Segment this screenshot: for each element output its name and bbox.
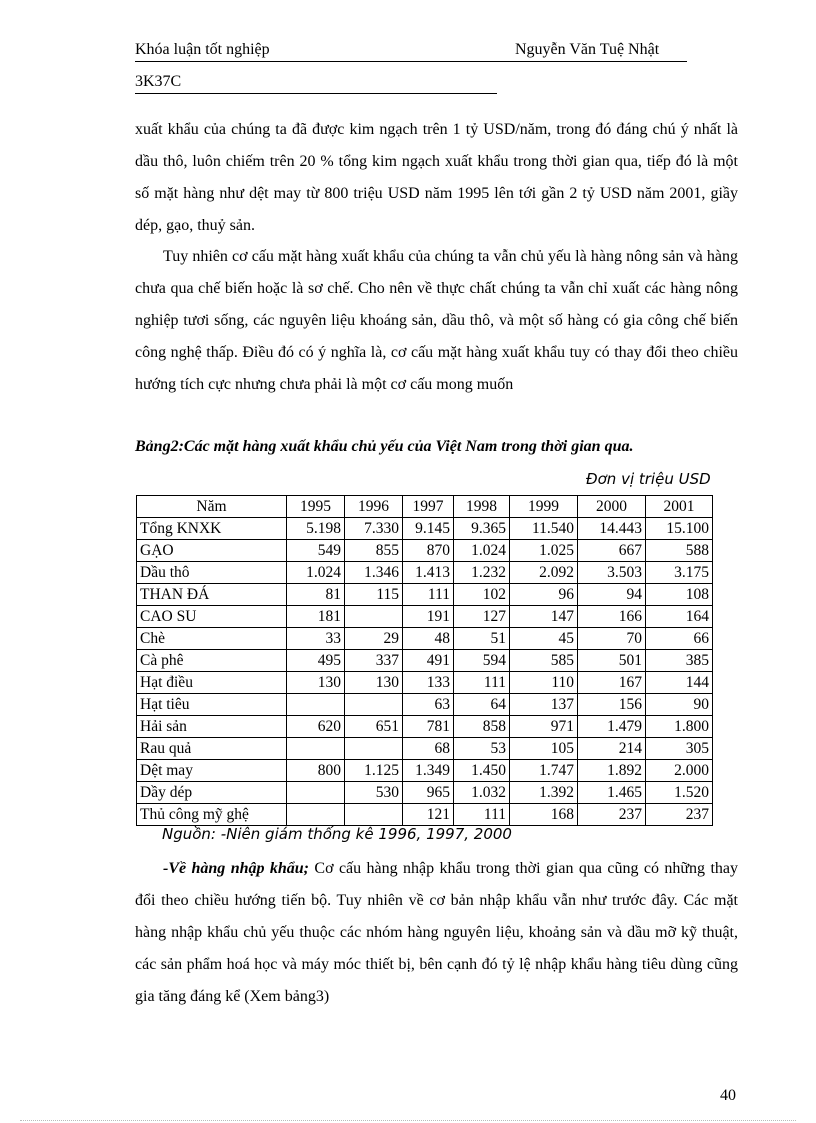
table-row: [137, 760, 713, 782]
value-cell: 15.100: [646, 518, 713, 540]
value-cell: 495: [287, 650, 345, 672]
value-cell: 164: [646, 606, 713, 628]
header-cell: 1997: [403, 496, 454, 518]
export-table: [136, 495, 713, 826]
table-body: [137, 518, 713, 826]
value-cell: 111: [454, 672, 510, 694]
value-cell: [345, 694, 403, 716]
value-cell: 94: [578, 584, 646, 606]
value-cell: 971: [510, 716, 578, 738]
value-cell: 53: [454, 738, 510, 760]
value-cell: [345, 738, 403, 760]
paragraph-3-lead: -Về hàng nhập khẩu;: [163, 860, 310, 877]
header-cell: 1996: [345, 496, 403, 518]
value-cell: 1.392: [510, 782, 578, 804]
header-cell: 1995: [287, 496, 345, 518]
row-label-cell: Dầy dép: [137, 782, 287, 804]
value-cell: 14.443: [578, 518, 646, 540]
value-cell: 130: [287, 672, 345, 694]
value-cell: 214: [578, 738, 646, 760]
value-cell: [345, 804, 403, 826]
row-label-cell: THAN ĐÁ: [137, 584, 287, 606]
row-label-cell: Hạt tiêu: [137, 694, 287, 716]
value-cell: 620: [287, 716, 345, 738]
value-cell: 29: [345, 628, 403, 650]
header-cell-year: Năm: [137, 496, 287, 518]
value-cell: 144: [646, 672, 713, 694]
value-cell: 191: [403, 606, 454, 628]
table-row: [137, 804, 713, 826]
value-cell: 168: [510, 804, 578, 826]
value-cell: 2.000: [646, 760, 713, 782]
header-cell: 2001: [646, 496, 713, 518]
value-cell: 81: [287, 584, 345, 606]
value-cell: 166: [578, 606, 646, 628]
value-cell: 63: [403, 694, 454, 716]
value-cell: 127: [454, 606, 510, 628]
value-cell: 105: [510, 738, 578, 760]
row-label-cell: Dầu thô: [137, 562, 287, 584]
table-row: [137, 782, 713, 804]
value-cell: 237: [646, 804, 713, 826]
row-label-cell: Hải sản: [137, 716, 287, 738]
table-row: [137, 518, 713, 540]
value-cell: 51: [454, 628, 510, 650]
table-row: [137, 672, 713, 694]
value-cell: 594: [454, 650, 510, 672]
header-cell: 1999: [510, 496, 578, 518]
table-row: [137, 628, 713, 650]
value-cell: 1.032: [454, 782, 510, 804]
value-cell: 5.198: [287, 518, 345, 540]
value-cell: 585: [510, 650, 578, 672]
value-cell: 1.800: [646, 716, 713, 738]
value-cell: 855: [345, 540, 403, 562]
value-cell: 147: [510, 606, 578, 628]
value-cell: 7.330: [345, 518, 403, 540]
value-cell: 133: [403, 672, 454, 694]
value-cell: 3.503: [578, 562, 646, 584]
value-cell: [287, 738, 345, 760]
table-row: [137, 562, 713, 584]
table-row: [137, 694, 713, 716]
value-cell: 130: [345, 672, 403, 694]
value-cell: 530: [345, 782, 403, 804]
table-row: [137, 650, 713, 672]
value-cell: 90: [646, 694, 713, 716]
paragraph-2: Tuy nhiên cơ cấu mặt hàng xuất khẩu của chúng ta vẫn chủ yếu là hàng nông sản và hàng chưa qua chế biến hoặc là sơ chế. Cho nên về thực chất chúng ta vẫn chỉ xuất các hàng nông nghiệp tươi sống, các nguyên liệu khoáng sản, dầu thô, và một số hàng có gia công chế biến công nghệ thấp. Điều đó có ý nghĩa là, cơ cấu mặt hàng xuất khẩu tuy có thay đổi theo chiều hướng tích cực nhưng chưa phải là một cơ cấu mong muốn: [135, 248, 738, 393]
value-cell: 549: [287, 540, 345, 562]
value-cell: 305: [646, 738, 713, 760]
row-label-cell: Dệt may: [137, 760, 287, 782]
value-cell: 1.232: [454, 562, 510, 584]
value-cell: 9.145: [403, 518, 454, 540]
row-label-cell: GẠO: [137, 540, 287, 562]
row-label-cell: Cà phê: [137, 650, 287, 672]
row-label-cell: Rau quả: [137, 738, 287, 760]
page-bottom-divider: [20, 1120, 796, 1121]
value-cell: [287, 694, 345, 716]
value-cell: 1.450: [454, 760, 510, 782]
value-cell: 3.175: [646, 562, 713, 584]
value-cell: 651: [345, 716, 403, 738]
value-cell: 588: [646, 540, 713, 562]
value-cell: 102: [454, 584, 510, 606]
paragraph-3: [135, 853, 738, 1013]
paragraph-3-body: Cơ cấu hàng nhập khẩu trong thời gian qua cũng có những thay đổi theo chiều hướng tiến bộ. Tuy nhiên về cơ bản nhập khẩu vẫn như trước đây. Các mặt hàng nhập khẩu chủ yếu thuộc các nhóm hàng nguyên liệu, khoảng sản và dầu mỡ kỹ thuật, các sản phẩm hoá học và máy móc thiết bị, bên cạnh đó tỷ lệ nhập khẩu hàng tiêu dùng cũng gia tăng đáng kể (Xem bảng3): [135, 860, 738, 1005]
value-cell: [345, 606, 403, 628]
row-label-cell: Thủ công mỹ ghệ: [137, 804, 287, 826]
value-cell: 33: [287, 628, 345, 650]
value-cell: 501: [578, 650, 646, 672]
value-cell: 137: [510, 694, 578, 716]
value-cell: 68: [403, 738, 454, 760]
value-cell: 1.747: [510, 760, 578, 782]
table-caption: Bảng2:Các mặt hàng xuất khẩu chủ yếu của Việt Nam trong thời gian qua.: [135, 438, 634, 455]
value-cell: 2.092: [510, 562, 578, 584]
value-cell: 45: [510, 628, 578, 650]
row-label-cell: CAO SU: [137, 606, 287, 628]
value-cell: 110: [510, 672, 578, 694]
value-cell: 1.465: [578, 782, 646, 804]
value-cell: 156: [578, 694, 646, 716]
table-row: [137, 716, 713, 738]
value-cell: 96: [510, 584, 578, 606]
value-cell: 1.349: [403, 760, 454, 782]
value-cell: 115: [345, 584, 403, 606]
value-cell: [287, 782, 345, 804]
value-cell: 965: [403, 782, 454, 804]
header-cell: 2000: [578, 496, 646, 518]
table-row: [137, 584, 713, 606]
value-cell: 64: [454, 694, 510, 716]
value-cell: 870: [403, 540, 454, 562]
value-cell: 1.125: [345, 760, 403, 782]
table-source: Nguồn: -Niên giám thống kê 1996, 1997, 2000: [162, 825, 512, 843]
value-cell: 1.024: [454, 540, 510, 562]
table-row: [137, 606, 713, 628]
value-cell: 1.024: [287, 562, 345, 584]
table-unit: Đơn vị triệu USD: [586, 470, 711, 488]
value-cell: 1.025: [510, 540, 578, 562]
value-cell: 1.346: [345, 562, 403, 584]
table-row: [137, 738, 713, 760]
value-cell: 48: [403, 628, 454, 650]
value-cell: 858: [454, 716, 510, 738]
row-label-cell: Chè: [137, 628, 287, 650]
page-number: 40: [720, 1087, 736, 1104]
value-cell: 66: [646, 628, 713, 650]
value-cell: 121: [403, 804, 454, 826]
header-right: Nguyễn Văn Tuệ Nhật: [515, 41, 687, 62]
value-cell: 70: [578, 628, 646, 650]
value-cell: 1.520: [646, 782, 713, 804]
header-left: Khóa luận tốt nghiệp: [135, 41, 515, 62]
value-cell: 1.479: [578, 716, 646, 738]
table-row: [137, 540, 713, 562]
value-cell: 111: [454, 804, 510, 826]
value-cell: 1.892: [578, 760, 646, 782]
value-cell: 337: [345, 650, 403, 672]
value-cell: 667: [578, 540, 646, 562]
value-cell: 9.365: [454, 518, 510, 540]
value-cell: 167: [578, 672, 646, 694]
table-header-row: [137, 496, 713, 518]
value-cell: 800: [287, 760, 345, 782]
value-cell: 108: [646, 584, 713, 606]
row-label-cell: Hạt điều: [137, 672, 287, 694]
value-cell: 385: [646, 650, 713, 672]
value-cell: 781: [403, 716, 454, 738]
value-cell: [287, 804, 345, 826]
header-code: 3K37C: [135, 73, 497, 94]
header-cell: 1998: [454, 496, 510, 518]
value-cell: 491: [403, 650, 454, 672]
value-cell: 111: [403, 584, 454, 606]
row-label-cell: Tổng KNXK: [137, 518, 287, 540]
paragraph-1: xuất khẩu của chúng ta đã được kim ngạch trên 1 tỷ USD/năm, trong đó đáng chú ý nhất là dầu thô, luôn chiếm trên 20 % tổng kim ngạch xuất khẩu trong thời gian qua, tiếp đó là một số mặt hàng như dệt may từ 800 triệu USD năm 1995 lên tới gần 2 tỷ USD năm 2001, giầy dép, gạo, thuỷ sản.: [135, 121, 738, 234]
value-cell: 1.413: [403, 562, 454, 584]
value-cell: 181: [287, 606, 345, 628]
value-cell: 237: [578, 804, 646, 826]
value-cell: 11.540: [510, 518, 578, 540]
